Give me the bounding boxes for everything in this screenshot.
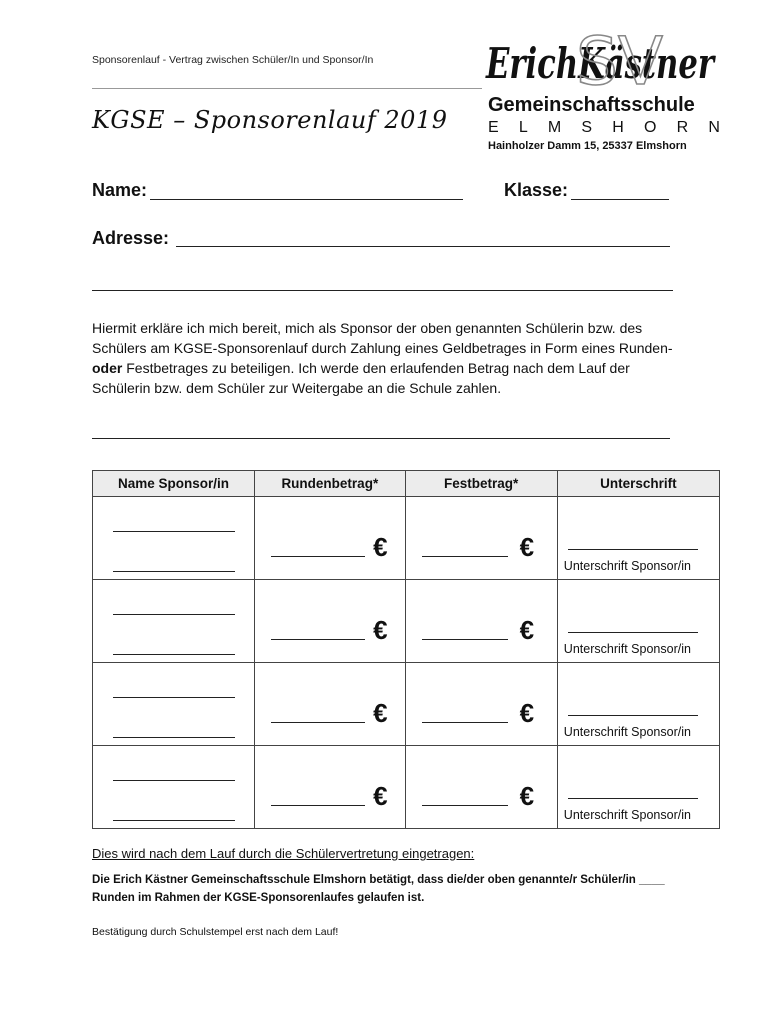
table-row (93, 663, 720, 746)
table-row (93, 497, 720, 580)
logo-sv-overlay: SV (576, 26, 664, 96)
school-address: Hainholzer Damm 15, 25337 Elmshorn (488, 140, 687, 152)
school-city (488, 119, 720, 137)
after-run-note: Dies wird nach dem Lauf durch die Schülervertretung eingetragen: (92, 846, 475, 861)
festbetrag-line[interactable] (422, 556, 508, 557)
sponsor-name-line[interactable] (113, 820, 235, 821)
sponsor-name-line[interactable] (113, 654, 235, 655)
sponsor-name-line[interactable] (113, 614, 235, 615)
rundenbetrag-cell[interactable] (255, 580, 405, 663)
confirmation-part2: Runden im Rahmen der KGSE-Sponsorenlaufes gelaufen ist. (92, 892, 425, 904)
consent-text (92, 318, 682, 398)
adresse-label: Adresse: (92, 228, 170, 248)
school-name: Gemeinschaftsschule (488, 94, 695, 116)
table-row (93, 580, 720, 663)
city-letter: M (547, 119, 562, 136)
confirmation-part1: Die Erich Kästner Gemeinschaftsschule Elmshorn betätigt, dass die/der oben genannte/r Schüler/in (92, 874, 640, 886)
festbetrag-cell[interactable] (405, 663, 557, 746)
signature-cell[interactable] (557, 746, 719, 829)
sponsor-name-cell[interactable] (93, 497, 255, 580)
signature-caption: Unterschrift Sponsor/in (563, 808, 691, 822)
rounds-blank[interactable]: ____ (639, 874, 665, 886)
signature-line[interactable] (568, 549, 698, 550)
sponsor-name-line[interactable] (113, 697, 235, 698)
city-letter: R (676, 119, 689, 136)
rundenbetrag-cell[interactable] (255, 497, 405, 580)
festbetrag-line[interactable] (422, 639, 508, 640)
sponsor-table (92, 470, 720, 829)
signature-line[interactable] (568, 632, 698, 633)
column-header-rundenbetrag: Rundenbetrag* (255, 471, 405, 497)
signature-cell[interactable] (557, 497, 719, 580)
euro-sign: € (519, 781, 535, 811)
euro-sign: € (373, 781, 388, 811)
column-header-festbetrag: Festbetrag* (405, 471, 557, 497)
sponsor-name-cell[interactable] (93, 580, 255, 663)
signature-caption: Unterschrift Sponsor/in (563, 559, 691, 573)
festbetrag-cell[interactable] (405, 497, 557, 580)
city-letter: O (644, 119, 657, 136)
adresse-field[interactable] (176, 246, 670, 247)
signature-line[interactable] (568, 715, 698, 716)
consent-text-part1: Hiermit erkläre ich mich bereit, mich als Sponsor der oben genannten Schülerin bzw. des Schülers am KGSE-Sponsorenlauf durch Zahlung eines Geldbetrages in Form eines Runden- (92, 320, 673, 356)
city-letter: E (488, 119, 499, 136)
school-logo (484, 26, 720, 96)
table-row (93, 746, 720, 829)
sponsor-name-line[interactable] (113, 531, 235, 532)
column-header-name: Name Sponsor/in (93, 471, 255, 497)
sponsor-name-cell[interactable] (93, 746, 255, 829)
signature-line[interactable] (568, 798, 698, 799)
festbetrag-cell[interactable] (405, 580, 557, 663)
consent-text-bold: oder (92, 360, 123, 376)
header-divider (92, 88, 482, 89)
rundenbetrag-line[interactable] (271, 722, 365, 723)
header-note: Sponsorenlauf - Vertrag zwischen Schüler/In und Sponsor/In (92, 54, 374, 66)
euro-sign: € (373, 615, 388, 645)
name-field[interactable] (150, 199, 463, 200)
rundenbetrag-cell[interactable] (255, 746, 405, 829)
city-letter: H (612, 119, 624, 136)
euro-sign: € (373, 532, 388, 562)
klasse-label: Klasse: (504, 180, 569, 200)
rundenbetrag-line[interactable] (271, 556, 365, 557)
festbetrag-line[interactable] (422, 722, 508, 723)
page-title: KGSE – Sponsorenlauf 2019 (92, 106, 448, 134)
euro-sign: € (519, 532, 535, 562)
logo-script-text: ErichKästner (485, 39, 717, 88)
sponsor-name-line[interactable] (113, 737, 235, 738)
rundenbetrag-line[interactable] (271, 805, 365, 806)
euro-sign: € (373, 698, 388, 728)
euro-sign: € (519, 698, 535, 728)
festbetrag-line[interactable] (422, 805, 508, 806)
extra-line[interactable] (92, 438, 670, 439)
name-label: Name: (92, 180, 148, 200)
school-confirmation (92, 871, 692, 907)
city-letter: N (708, 119, 720, 136)
adresse-field-line-2[interactable] (92, 290, 673, 291)
signature-caption: Unterschrift Sponsor/in (563, 642, 691, 656)
consent-text-part2: Festbetrages zu beteiligen. Ich werde den erlaufenden Betrag nach dem Lauf der Schülerin bzw. dem Schüler zur Weitergabe an die Schule zahlen. (92, 360, 630, 396)
table-header-row (93, 471, 720, 497)
euro-sign: € (519, 615, 535, 645)
sponsor-name-line[interactable] (113, 571, 235, 572)
rundenbetrag-line[interactable] (271, 639, 365, 640)
rundenbetrag-cell[interactable] (255, 663, 405, 746)
sponsor-name-cell[interactable] (93, 663, 255, 746)
signature-caption: Unterschrift Sponsor/in (563, 725, 691, 739)
stamp-note: Bestätigung durch Schulstempel erst nach dem Lauf! (92, 926, 339, 938)
signature-cell[interactable] (557, 580, 719, 663)
column-header-unterschrift: Unterschrift (557, 471, 719, 497)
sponsor-name-line[interactable] (113, 780, 235, 781)
city-letter: L (518, 119, 528, 136)
city-letter: S (581, 119, 593, 136)
festbetrag-cell[interactable] (405, 746, 557, 829)
klasse-field[interactable] (571, 199, 669, 200)
signature-cell[interactable] (557, 663, 719, 746)
